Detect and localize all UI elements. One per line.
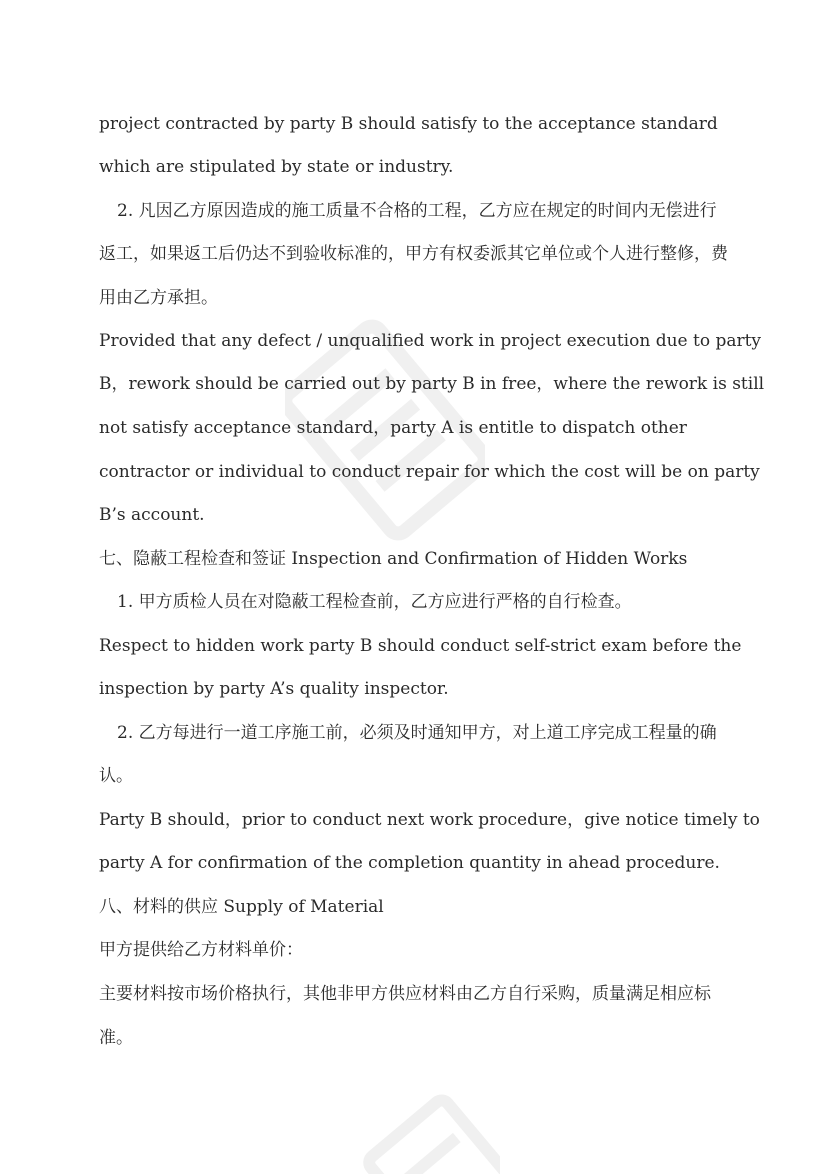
text-line: Party B should，prior to conduct next work procedure，give notice timely to [99, 810, 760, 830]
text-line: which are stipulated by state or industry. [99, 157, 454, 177]
text-line: not satisfy acceptance standard，party A is entitle to dispatch other [99, 418, 687, 438]
text-line: contractor or individual to conduct repair for which the cost will be on party [99, 462, 760, 482]
text-line: 用由乙方承担。 [99, 288, 218, 308]
text-line: 返工，如果返工后仍达不到验收标准的，甲方有权委派其它单位或个人进行整修，费 [99, 244, 728, 264]
section-heading: 八、材料的供应 Supply of Material [99, 897, 384, 917]
text-line: Provided that any defect / unqualified work in project execution due to party [99, 331, 762, 351]
text-line: 1. 甲方质检人员在对隐蔽工程检查前，乙方应进行严格的自行检查。 [117, 592, 632, 612]
text-line: project contracted by party B should satisfy to the acceptance standard [99, 114, 718, 134]
watermark-bottom-icon [360, 1090, 500, 1174]
text-line: B，rework should be carried out by party B in free，where the rework is still [99, 374, 765, 394]
text-line: 准。 [99, 1028, 133, 1048]
section-heading: 七、隐蔽工程检查和签证 Inspection and Confirmation of Hidden Works [99, 549, 688, 569]
text-line: 2. 凡因乙方原因造成的施工质量不合格的工程，乙方应在规定的时间内无偿进行 [117, 201, 717, 221]
text-line: 2. 乙方每进行一道工序施工前，必须及时通知甲方，对上道工序完成工程量的确 [117, 723, 717, 743]
text-line: inspection by party A’s quality inspector. [99, 679, 449, 699]
text-line: 主要材料按市场价格执行，其他非甲方供应材料由乙方自行采购，质量满足相应标 [99, 984, 711, 1004]
text-line: B’s account. [99, 505, 205, 525]
text-line: 认。 [99, 766, 133, 786]
text-line: Respect to hidden work party B should conduct self-strict exam before the [99, 636, 742, 656]
text-line: party A for confirmation of the completion quantity in ahead procedure. [99, 853, 720, 873]
text-line: 甲方提供给乙方材料单价： [99, 940, 303, 960]
